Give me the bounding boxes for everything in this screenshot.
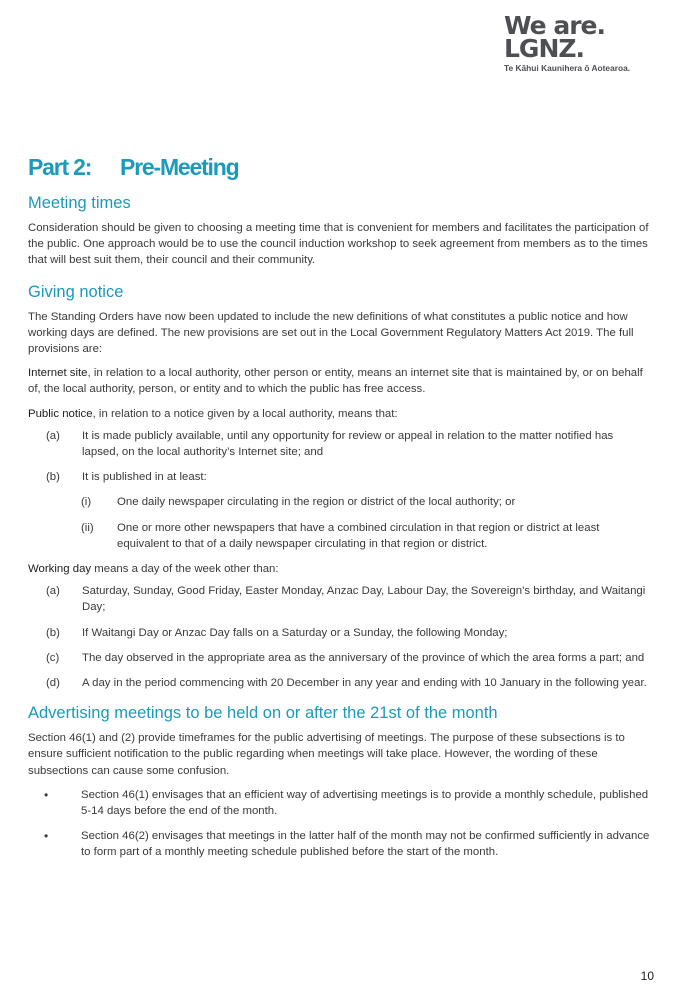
list-item [44,787,652,819]
list-item-text: Section 46(1) envisages that an efficient way of advertising meetings is to provide a monthly schedule, published 5-14 days before the end of the month. [81,788,649,818]
list-item-label: (a) [46,585,60,598]
part-title-text: Pre-Meeting [120,154,239,180]
list-item [46,650,652,666]
list-item-text: The day observed in the appropriate area as the anniversary of the province of which the area forms a part; and [82,651,645,664]
logo-tagline: Te Kāhui Kaunihera ō Aotearoa. [504,63,631,73]
public-notice-term: Public notice [28,407,93,420]
list-item [46,583,652,615]
list-item-label: (c) [46,651,60,664]
list-item-text: It is made publicly available, until any opportunity for review or appeal in relation to the matter notified has lapsed, on the local authority’s Internet site; and [82,429,614,459]
list-item-label: (a) [46,429,60,442]
working-day-term: Working day [28,563,92,576]
list-item-label: (d) [46,677,60,690]
advertising-heading: Advertising meetings to be held on or after the 21st of the month [28,704,498,723]
bullet-icon: • [44,829,49,844]
list-item [46,675,652,691]
list-item-text: One or more other newspapers that have a combined circulation in that region or district at least equivalent to that of a daily newspaper circulating in that region or district. [117,521,600,550]
page-title [28,154,652,181]
document-body [28,154,652,870]
internet-site-term: Internet site [28,367,88,380]
lgnz-logo [504,11,654,73]
giving-notice-intro: The Standing Orders have now been updated to include the new definitions of what constitutes a public notice and how working days are defined. The new provisions are set out in the Local Government Regulatory Matters Act 2019. The full provisions are: [28,310,634,356]
logo-line-1: We are. [504,11,605,40]
logo-line-2: LGNZ. [504,34,584,63]
internet-site-definition [28,365,652,397]
list-item [81,494,652,510]
working-day-definition [28,561,652,577]
list-item-text: Saturday, Sunday, Good Friday, Easter Monday, Anzac Day, Labour Day, the Sovereign’s birthday, and Waitangi Day; [82,585,646,614]
list-item-label: (i) [81,496,92,509]
list-item-text: One daily newspaper circulating in the region or district of the local authority; or [117,496,516,509]
bullet-icon: • [44,787,49,802]
list-item-text: If Waitangi Day or Anzac Day falls on a Saturday or a Sunday, the following Monday; [82,626,508,639]
public-notice-text: , in relation to a notice given by a local authority, means that: [92,407,398,420]
list-item-text: It is published in at least: [82,471,207,484]
public-notice-definition [28,406,652,422]
list-item-label: (b) [46,626,60,639]
list-item [46,469,652,485]
list-item-text: Section 46(2) envisages that meetings in the latter half of the month may not be confirmed sufficiently in advance to form part of a monthly meeting schedule published before the start of the month. [81,830,650,859]
list-item [46,625,652,641]
internet-site-text: , in relation to a local authority, other person or entity, means an internet site that is maintained by, or on behalf of, the local authority, person, or entity and to which the public has free access. [28,367,643,396]
working-day-text: means a day of the week other than: [91,563,279,576]
list-item [46,428,652,460]
part-number: Part 2: [28,154,92,180]
meeting-times-paragraph: Consideration should be given to choosing a meeting time that is convenient for members and facilitates the participation of the public. One approach would be to use the council induction workshop to seek agreement from members as to the times that will best suit them, their council and their community. [28,222,649,267]
advertising-paragraph: Section 46(1) and (2) provide timeframes for the public advertising of meetings. The purpose of these subsections is to ensure sufficient notification to the public regarding when meetings will take place. However, the wording of these subsections can cause some confusion. [28,732,625,777]
list-item [44,828,652,860]
page-number: 10 [640,969,654,983]
list-item-text: A day in the period commencing with 20 December in any year and ending with 10 January in the following year. [82,677,647,690]
list-item-label: (b) [46,471,60,484]
list-item-label: (ii) [81,521,94,534]
giving-notice-heading: Giving notice [28,282,124,301]
list-item [81,520,652,552]
meeting-times-heading: Meeting times [28,194,131,212]
